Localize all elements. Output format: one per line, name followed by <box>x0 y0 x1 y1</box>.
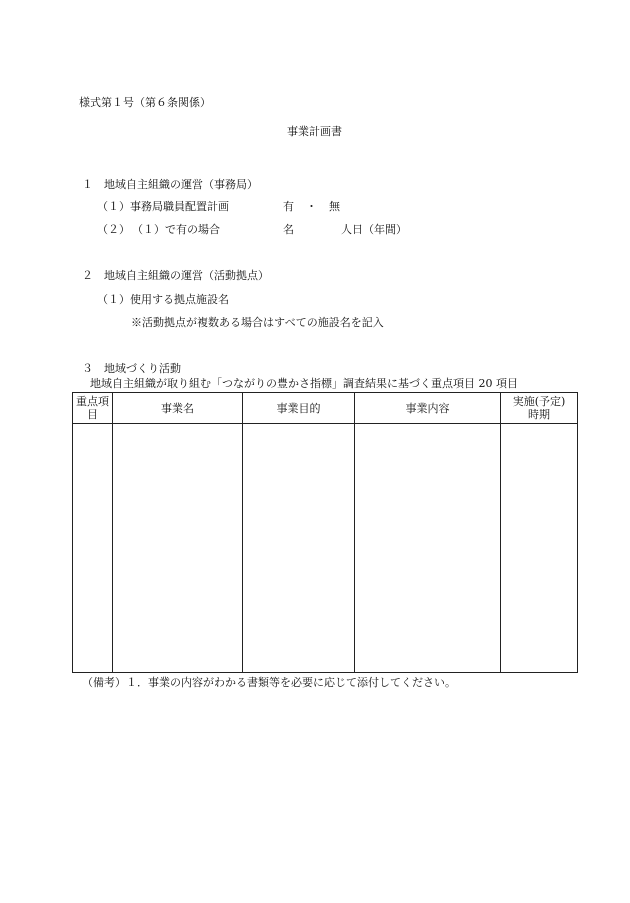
table-row <box>73 424 578 673</box>
section2-heading: ２ 地域自主組織の運営（活動拠点） <box>82 269 269 282</box>
page-title: 事業計画書 <box>287 125 342 138</box>
section2-note: ※活動拠点が複数ある場合はすべての施設名を記入 <box>131 316 384 329</box>
option-separator: ・ <box>306 200 317 213</box>
option-yes: 有 <box>283 200 294 213</box>
cell-project-content[interactable] <box>355 424 501 673</box>
header-schedule <box>501 393 578 424</box>
table-header-row <box>73 393 578 424</box>
section1-item1-label: 事務局職員配置計画 <box>130 200 229 213</box>
cell-schedule[interactable] <box>501 424 578 673</box>
header-project-name: 事業名 <box>113 393 243 424</box>
cell-project-name[interactable] <box>113 424 243 673</box>
section1-heading: １ 地域自主組織の運営（事務局） <box>82 178 258 191</box>
header-project-purpose: 事業目的 <box>243 393 355 424</box>
unit-persons: 名 <box>283 223 294 236</box>
section3-heading: ３ 地域づくり活動 <box>82 362 181 375</box>
section3-subheading: 地域自主組織が取り組む「つながりの豊かさ指標」調査結果に基づく重点項目 20 項目 <box>90 377 518 390</box>
header-focus-item: 重点項目 <box>73 393 113 424</box>
section1-item2-number: （２） <box>97 223 130 236</box>
form-label: 様式第１号（第６条関係） <box>79 96 211 109</box>
section1-item2-label: （１）で有の場合 <box>132 223 220 236</box>
unit-days: 人日（年間） <box>341 223 407 236</box>
cell-focus-item[interactable] <box>73 424 113 673</box>
cell-project-purpose[interactable] <box>243 424 355 673</box>
header-project-content: 事業内容 <box>355 393 501 424</box>
header-schedule-line2: 時期 <box>528 408 550 421</box>
section1-item1-number: （１） <box>97 200 130 213</box>
option-no: 無 <box>329 200 340 213</box>
activity-plan-table <box>72 392 578 673</box>
section2-item1-number: （１） <box>97 293 130 306</box>
remarks: （備考）１．事業の内容がわかる書類等を必要に応じて添付してください。 <box>82 676 456 689</box>
section2-item1-label: 使用する拠点施設名 <box>130 293 229 306</box>
header-schedule-line1: 実施(予定) <box>512 395 566 408</box>
